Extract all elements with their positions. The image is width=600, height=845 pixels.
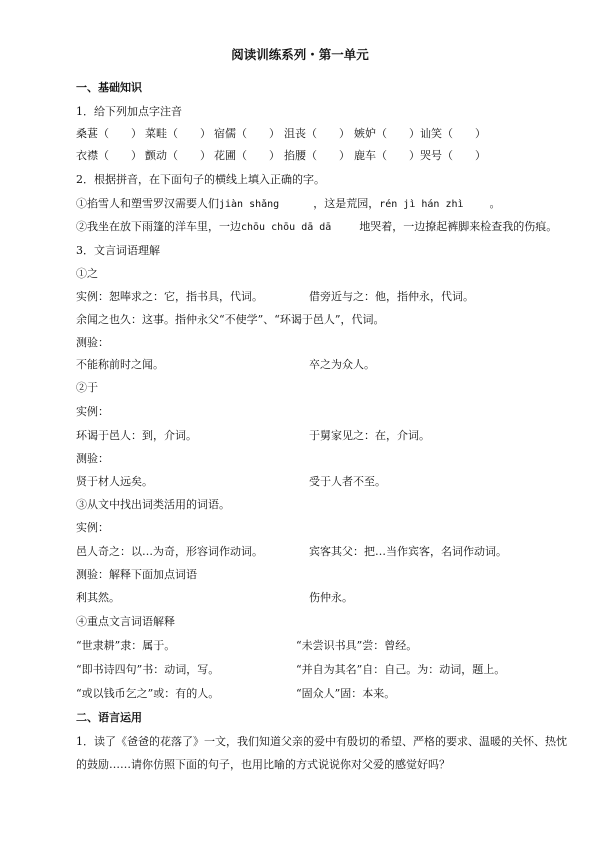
q3-label: 3．文言词语理解 — [76, 244, 160, 257]
q2-s1-pinyin-1: jiàn shǎng — [219, 199, 280, 210]
p2-test-2: 受于人者不至。 — [309, 475, 386, 488]
p1-test-label: 测验： — [76, 336, 109, 349]
p2-test-1: 贤于材人远矣。 — [76, 475, 153, 488]
q2-sentence-2 — [76, 219, 557, 236]
section-1-heading: 一、基础知识 — [76, 81, 142, 94]
q1-item: 沮丧（ ） — [284, 127, 350, 140]
q1-item: 掐腰（ ） — [284, 149, 350, 162]
p3-example-1: 邑人奇之：以…为奇，形容词作动词。 — [76, 545, 263, 558]
p4-row-1b: “未尝识书具”尝：曾经。 — [296, 639, 418, 652]
q1-item: 鹿车（ ） — [354, 149, 420, 162]
s2-q1-line-1: 1．读了《爸爸的花落了》一文，我们知道父亲的爱中有殷切的希望、严格的要求、温暖的关怀、热忱 — [76, 735, 567, 748]
p3-test-1: 利其然。 — [76, 591, 120, 604]
q2-label: 2．根据拼音，在下面句子的横线上填入正确的字。 — [76, 173, 325, 186]
p4-row-1a: “世隶耕”隶：属于。 — [76, 639, 176, 652]
q2-s1-pinyin-2: rén jì hán zhì — [379, 199, 464, 210]
example-label: 实例： — [76, 290, 109, 303]
p3-heading: ③从文中找出词类活用的词语。 — [76, 498, 230, 511]
p2-example-1: 环谒于邑人：到，介词。 — [76, 429, 197, 442]
p3-example-2: 宾客其父：把…当作宾客，名词作动词。 — [309, 545, 507, 558]
q1-item: 嫉妒（ ） — [354, 127, 420, 140]
q1-label: 1．给下列加点字注音 — [76, 105, 182, 118]
p2-example-label: 实例： — [76, 405, 109, 418]
p1-heading: ①之 — [76, 267, 98, 280]
p1-test-2: 卒之为众人。 — [309, 358, 375, 371]
q1-item: 讪笑（ ） — [420, 127, 486, 140]
p1-example-1: 恕唪求之：它，指书具，代词。 — [109, 290, 263, 303]
q1-item: 宿儒（ ） — [214, 127, 280, 140]
q1-item: 衣襟（ ） — [76, 149, 142, 162]
p2-test-label: 测验： — [76, 452, 109, 465]
q2-s1-text: ①掐雪人和塑雪罗汉需要人们 — [76, 197, 219, 210]
p2-example-2: 于舅家见之：在，介词。 — [309, 429, 430, 442]
q2-s1-text: ，这是荒园， — [313, 197, 380, 210]
q1-item: 桑葚（ ） — [76, 127, 142, 140]
q2-s2-text: 地哭着，一边撩起裤脚来检查我的伤痕。 — [359, 220, 558, 233]
q1-item: 颤动（ ） — [145, 149, 211, 162]
p4-row-2a: “即书诗四句”书：动词，写。 — [76, 663, 220, 676]
p1-test-1: 不能称前时之闻。 — [76, 358, 164, 371]
s2-q1-line-2: 的鼓励……请你仿照下面的句子，也用比喻的方式说说你对父爱的感觉好吗？ — [76, 758, 450, 771]
q1-item: 花圃（ ） — [214, 149, 280, 162]
p1-example-row — [76, 289, 263, 305]
p3-test-2: 伤仲永。 — [309, 591, 353, 604]
p4-row-2b: “并自为其名”自：自己。为：动词，题上。 — [296, 663, 506, 676]
section-2-heading: 二、语言运用 — [76, 711, 142, 724]
p1-example-3: 余闻之也久：这事。指仲永父“不使学”、“环谒于邑人”，代词。 — [76, 313, 385, 326]
q2-s1-text: 。 — [489, 197, 501, 210]
p3-test-label: 测验：解释下面加点词语 — [76, 568, 197, 581]
page-title: 阅读训练系列・第一单元 — [231, 47, 369, 62]
q1-item: 哭号（ ） — [420, 149, 486, 162]
p3-example-label: 实例： — [76, 521, 109, 534]
q2-s2-pinyin: chōu chōu dā dā — [241, 222, 332, 233]
p4-row-3b: “固众人”固：本来。 — [296, 687, 396, 700]
p2-heading: ②于 — [76, 381, 98, 394]
q2-sentence-1 — [76, 196, 501, 213]
q2-s2-text: ②我坐在放下雨篷的洋车里，一边 — [76, 220, 241, 233]
p4-row-3a: “或以钱币乞之”或：有的人。 — [76, 687, 220, 700]
p1-example-2: 借旁近与之：他，指仲永，代词。 — [309, 290, 474, 303]
q1-item: 菜畦（ ） — [145, 127, 211, 140]
p4-heading: ④重点文言词语解释 — [76, 615, 175, 628]
